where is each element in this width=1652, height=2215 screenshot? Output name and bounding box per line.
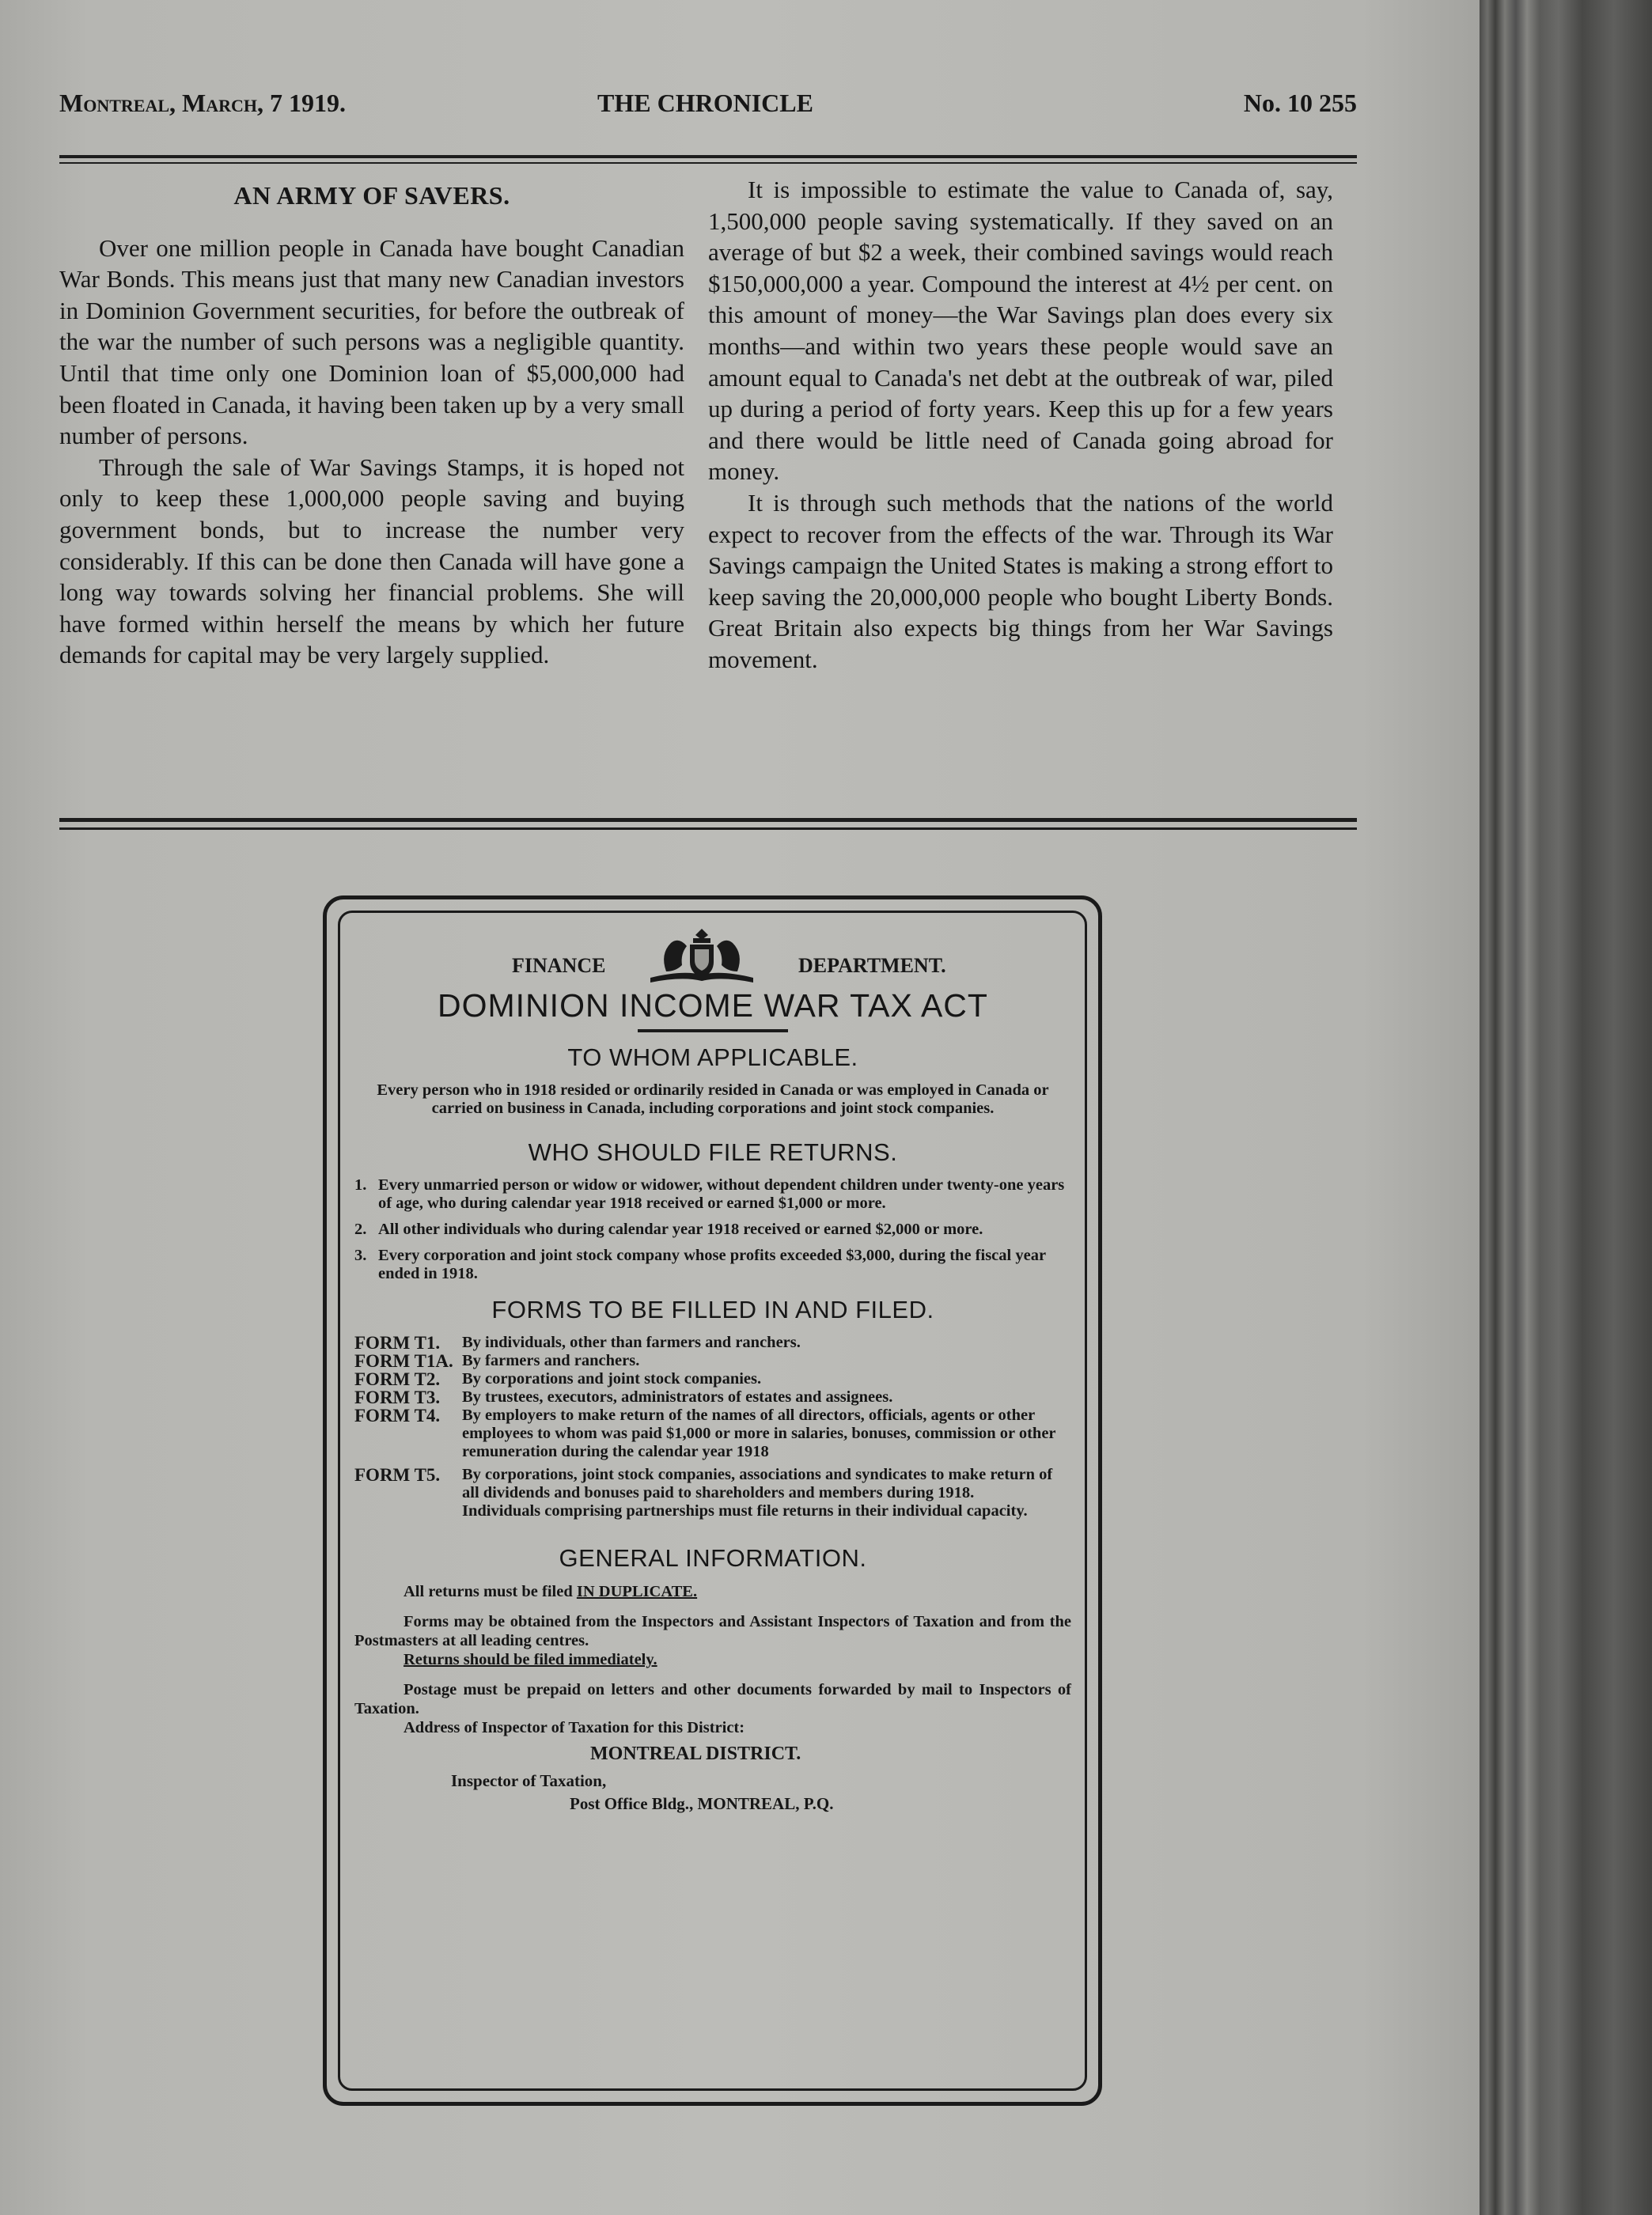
- form-row: FORM T4. By employers to make return of the names of all directors, officials, agents or other employees to whom was paid $1,000 or more in salaries, bonuses, commission or other remuneration during the calendar year 1918: [354, 1406, 1056, 1460]
- header-issue-page: No. 10 255: [1243, 89, 1357, 117]
- heading-general-information: GENERAL INFORMATION.: [559, 1544, 867, 1572]
- gen-address-label: Address of Inspector of Taxation for this District:: [404, 1719, 745, 1736]
- form-row: FORM T1A. By farmers and ranchers.: [354, 1351, 640, 1371]
- tax-act-advertisement: [326, 926, 1100, 1814]
- header-rule-thin: [59, 162, 1357, 164]
- article-paragraph: It is impossible to estimate the value to Canada of, say, 1,500,000 people saving systematically. If they saved on an average of but $2 a week, their combined savings would reach $150,000,000 a year. Compound the interest at 4½ per cent. on this amount of money—the War Savings plan does every six months—and within two years these people would save an amount equal to Canada's net debt at the outbreak of war, piled up during a period of forty years. Keep this up for a few years and there would be little need of Canada going abroad for money.: [708, 176, 1333, 486]
- header-dateline: Montreal, March, 7 1919.: [59, 89, 346, 117]
- list-item: 3. Every corporation and joint stock company whose profits exceeded $3,000, during the fiscal year ended in 1918.: [354, 1247, 1046, 1282]
- forms-note-row: [354, 1502, 1068, 1520]
- form-row: FORM T1. By individuals, other than farmers and ranchers.: [354, 1333, 801, 1353]
- gen-postage-text: Postage must be prepaid on letters and other documents forwarded by mail to Inspectors of Taxation.: [354, 1681, 1071, 1717]
- article-paragraph: Over one million people in Canada have bought Canadian War Bonds. This means just that many new Canadian investors in Dominion Government securities, for before the outbreak of the war the number of such persons was a negligible quantity. Until that time only one Dominion loan of $5,000,000 had been floated in Canada, it having been taken up by a very small number of persons.: [59, 233, 684, 450]
- ad-label-finance: FINANCE: [512, 954, 606, 977]
- form-row: FORM T5. By corporations, joint stock companies, associations and syndicates to make return of all dividends and bonuses paid to shareholders and members during 1918.: [354, 1465, 1053, 1501]
- article-army-of-savers: [59, 174, 1357, 791]
- coat-of-arms-icon: [642, 926, 761, 984]
- gen-filed-line: All returns must be filed IN DUPLICATE.: [404, 1583, 698, 1600]
- file-returns-list: [354, 1176, 1068, 1283]
- form-row: FORM T3. By trustees, executors, administrators of estates and assignees.: [354, 1388, 893, 1407]
- form-row: FORM T2. By corporations and joint stock companies.: [354, 1369, 762, 1389]
- article-paragraph: Through the sale of War Savings Stamps, it is hoped not only to keep these 1,000,000 people saving and buying government bonds, but to increase the number very considerably. If this can be done then Canada will have gone a long way towards solving her financial problems. She will have formed within herself the means by which her future demands for capital may be very largely supplied.: [59, 452, 684, 669]
- section-rule-thin: [59, 827, 1357, 830]
- heading-forms: FORMS TO BE FILLED IN AND FILED.: [491, 1296, 934, 1323]
- in-duplicate: IN DUPLICATE.: [576, 1583, 698, 1600]
- article-column-left: [59, 174, 684, 671]
- forms-list: [354, 1334, 1068, 1520]
- list-item: 2. All other individuals who during calendar year 1918 received or earned $2,000 or more.: [354, 1221, 983, 1238]
- section-rule: [59, 818, 1357, 822]
- header-publication: THE CHRONICLE: [597, 89, 813, 117]
- book-spine-edge: [1480, 0, 1652, 2215]
- inspector-title: Inspector of Taxation,: [451, 1771, 607, 1790]
- ad-masthead: [326, 926, 1100, 981]
- article-title: AN ARMY OF SAVERS.: [233, 181, 510, 210]
- gen-forms-text: Forms may be obtained from the Inspectors and Assistant Inspectors of Taxation and from the Postmasters at all leading centres.: [354, 1613, 1071, 1649]
- office-address: Post Office Bldg., MONTREAL, P.Q.: [570, 1794, 834, 1813]
- list-item: 1. Every unmarried person or widow or widower, without dependent children under twenty-one years of age, who during calendar year 1918 received or earned $1,000 or more.: [354, 1176, 1065, 1212]
- district-name: MONTREAL DISTRICT.: [590, 1744, 801, 1764]
- heading-to-whom-applicable: TO WHOM APPLICABLE.: [567, 1043, 858, 1071]
- header-rule: [59, 155, 1357, 158]
- page-header: [59, 89, 1357, 127]
- ad-label-department: DEPARTMENT.: [798, 954, 946, 977]
- applicable-text: Every person who in 1918 resided or ordinarily resided in Canada or was employed in Canada or carried on business in Canada, including corporations and joint stock companies.: [377, 1081, 1049, 1117]
- heading-who-should-file: WHO SHOULD FILE RETURNS.: [528, 1138, 898, 1166]
- ad-title-rule: [638, 1029, 788, 1032]
- article-paragraph: It is through such methods that the nations of the world expect to recover from the effects of the war. Through its War Savings campaign the United States is making a strong effort to keep saving the 20,000,000 people who bought Liberty Bonds. Great Britain also expects big things from her War Savings movement.: [708, 488, 1333, 673]
- article-column-right: [708, 174, 1333, 676]
- ad-title: DOMINION INCOME WAR TAX ACT: [438, 987, 988, 1024]
- forms-note: Individuals comprising partnerships must file returns in their individual capacity.: [462, 1502, 1028, 1520]
- gen-immediately: Returns should be filed immediately.: [404, 1651, 657, 1668]
